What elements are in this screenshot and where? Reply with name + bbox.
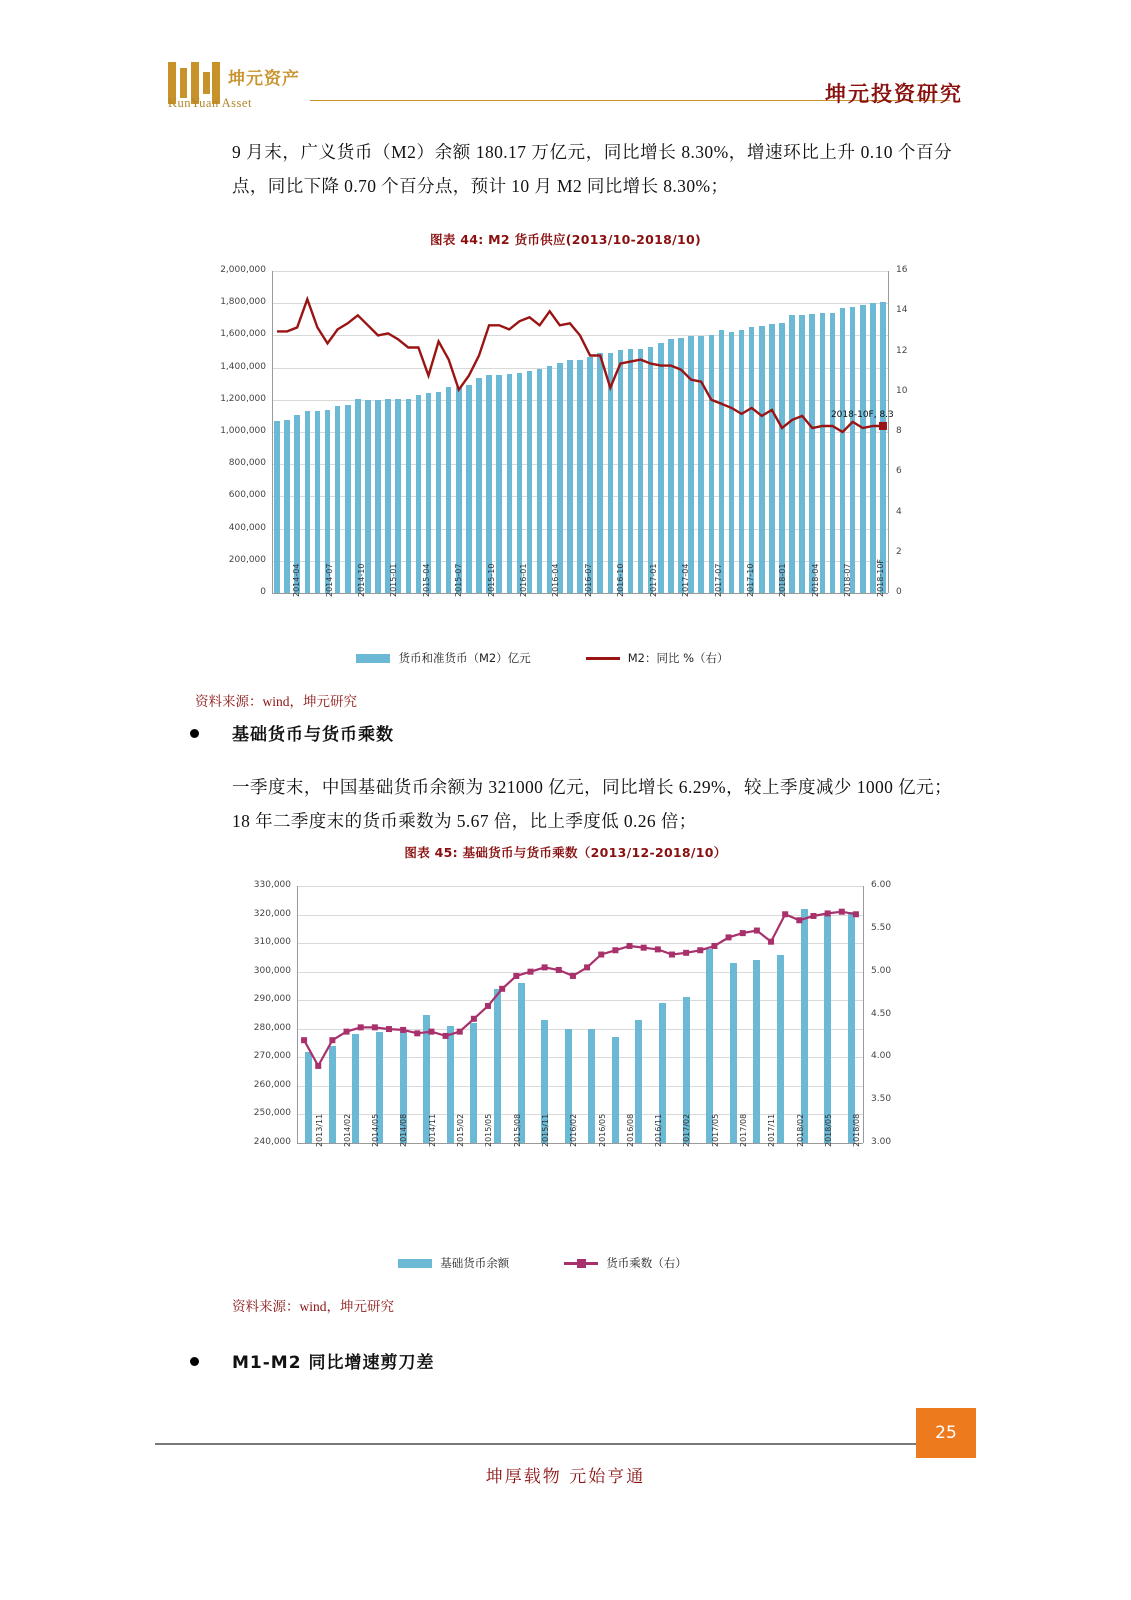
legend-label-line-2: 货币乘数（右） — [606, 1256, 687, 1270]
y-axis-tick-label: 0 — [260, 587, 266, 597]
x-axis-tick-label: 2017-10 — [745, 563, 755, 597]
x-axis-tick-label: 2014-04 — [292, 563, 302, 597]
legend-swatch-bar-icon — [398, 1259, 432, 1268]
bullet-m1-m2-scissors — [190, 1348, 590, 1374]
figure-45-title: 图表 45: 基础货币与货币乘数（2013/12-2018/10） — [404, 845, 727, 860]
y-axis-tick-label: 260,000 — [253, 1079, 291, 1090]
figure-44-title: 图表 44: M2 货币供应(2013/10-2018/10) — [429, 232, 701, 247]
x-axis-tick-label: 2018/02 — [795, 1113, 805, 1147]
x-axis-tick-label: 2018-01 — [778, 563, 788, 597]
chart-45-legend — [0, 1255, 1131, 1271]
source-note-1: 资料来源：wind，坤元研究 — [195, 694, 357, 709]
bullet-dot-icon — [190, 729, 199, 738]
x-axis-tick-label: 2018-04 — [810, 563, 820, 597]
x-axis-tick-label: 2017/05 — [710, 1113, 720, 1147]
x-axis-tick-label: 2013/11 — [314, 1113, 324, 1147]
y-axis-tick-label: 240,000 — [253, 1137, 291, 1147]
x-axis-tick-label: 2017-04 — [681, 563, 691, 597]
y-axis-tick-label: 400,000 — [228, 522, 266, 533]
legend-item-line — [586, 650, 729, 666]
y-axis-tick-label: 1,600,000 — [220, 329, 266, 340]
footer-slogan: 坤厚载物 元始亨通 — [485, 1467, 646, 1487]
y2-axis-tick-label: 3.50 — [871, 1094, 892, 1105]
x-axis-tick-label: 2016-04 — [551, 563, 561, 597]
page-number: 25 — [916, 1408, 976, 1458]
x-axis-tick-label: 2015/08 — [512, 1113, 522, 1147]
x-axis-tick-label: 2015/11 — [540, 1113, 550, 1147]
chart-line-series — [235, 880, 915, 1205]
page-header — [0, 0, 1131, 125]
y-axis-tick-label: 1,800,000 — [220, 297, 266, 308]
y-axis-tick-label: 310,000 — [253, 937, 291, 948]
x-axis-tick-label: 2017/02 — [682, 1113, 692, 1147]
legend-item-bar-2 — [398, 1255, 509, 1271]
legend-swatch-line-icon — [564, 1262, 598, 1265]
y2-axis-tick-label: 14 — [896, 305, 908, 316]
x-axis-tick-label: 2015-01 — [389, 563, 399, 597]
x-axis-tick-label: 2015-10 — [486, 563, 496, 597]
y-axis-tick-label: 200,000 — [228, 554, 266, 565]
y2-axis-tick-label: 3.00 — [871, 1137, 892, 1147]
x-axis-tick-label: 2014-10 — [356, 563, 366, 597]
x-axis-tick-label: 2016-07 — [583, 563, 593, 597]
x-axis-tick-label: 2016/02 — [569, 1113, 579, 1147]
y-axis-tick-label: 250,000 — [253, 1108, 291, 1119]
x-axis-tick-label: 2016/05 — [597, 1113, 607, 1147]
y2-axis-tick-label: 4.00 — [871, 1051, 892, 1062]
y-axis-tick-label: 290,000 — [253, 994, 291, 1005]
y-axis-tick-label: 2,000,000 — [220, 265, 266, 275]
legend-label-bar-2: 基础货币余额 — [440, 1256, 510, 1270]
y-axis-tick-label: 330,000 — [253, 880, 291, 890]
y2-axis-tick-label: 4 — [896, 506, 902, 517]
legend-item-line-2 — [564, 1255, 687, 1271]
y2-axis-tick-label: 5.00 — [871, 965, 892, 976]
header-title: 坤元投资研究 — [825, 82, 963, 106]
x-axis-tick-label: 2014-07 — [324, 563, 334, 597]
y-axis-tick-label: 300,000 — [253, 965, 291, 976]
chart-base-money-multiplier — [235, 880, 915, 1205]
y-axis-tick-label: 1,000,000 — [220, 426, 266, 436]
y2-axis-tick-label: 16 — [896, 265, 908, 275]
chart-annotation: 2018-10F, 8.3 — [830, 409, 894, 420]
legend-swatch-line-icon — [586, 657, 620, 660]
y2-axis-tick-label: 5.50 — [871, 922, 892, 933]
x-axis-tick-label: 2018/08 — [852, 1113, 862, 1147]
paragraph-m2: 9 月末，广义货币（M2）余额 180.17 万亿元，同比增长 8.30%，增速环比上升 0.10 个百分点，同比下降 0.70 个百分点，预计 10 月 M2 同比增长 8.30%； — [232, 142, 952, 196]
x-axis-tick-label: 2015-07 — [454, 563, 464, 597]
y-axis-tick-label: 800,000 — [228, 458, 266, 469]
y-axis-tick-label: 270,000 — [253, 1051, 291, 1062]
legend-item-bar — [356, 650, 530, 666]
bullet-base-money — [190, 720, 590, 746]
chart-44-legend — [0, 650, 1131, 666]
x-axis-tick-label: 2015/05 — [484, 1113, 494, 1147]
source-note-2: 资料来源：wind，坤元研究 — [232, 1299, 394, 1314]
bullet-label-1: 基础货币与货币乘数 — [232, 725, 394, 745]
x-axis-tick-label: 2015-04 — [421, 563, 431, 597]
footer-divider — [155, 1443, 975, 1445]
y-axis-tick-label: 320,000 — [253, 908, 291, 919]
x-axis-tick-label: 2016-10 — [616, 563, 626, 597]
x-axis-tick-label: 2018-07 — [843, 563, 853, 597]
y-axis-tick-label: 280,000 — [253, 1022, 291, 1033]
x-axis-tick-label: 2017/08 — [739, 1113, 749, 1147]
y2-axis-tick-label: 2 — [896, 546, 902, 557]
x-axis-tick-label: 2014/05 — [371, 1113, 381, 1147]
y2-axis-tick-label: 4.50 — [871, 1008, 892, 1019]
logo-brand-cn: 坤元资产 — [228, 69, 300, 89]
x-axis-tick-label: 2017/11 — [767, 1113, 777, 1147]
x-axis-tick-label: 2014/02 — [342, 1113, 352, 1147]
chart-line-series — [200, 265, 940, 685]
y2-axis-tick-label: 8 — [896, 426, 902, 436]
x-axis-tick-label: 2014/11 — [427, 1113, 437, 1147]
x-axis-tick-label: 2014/08 — [399, 1113, 409, 1147]
x-axis-tick-label: 2018/05 — [823, 1113, 833, 1147]
legend-label-bar: 货币和准货币（M2）亿元 — [398, 651, 531, 665]
x-axis-tick-label: 2016/08 — [625, 1113, 635, 1147]
x-axis-tick-label: 2018-10F — [875, 558, 885, 597]
y2-axis-tick-label: 12 — [896, 345, 908, 356]
y-axis-tick-label: 600,000 — [228, 490, 266, 501]
x-axis-tick-label: 2015/02 — [456, 1113, 466, 1147]
y2-axis-tick-label: 6.00 — [871, 880, 892, 890]
legend-swatch-bar-icon — [356, 654, 390, 663]
y-axis-tick-label: 1,400,000 — [220, 361, 266, 372]
y2-axis-tick-label: 0 — [896, 587, 902, 597]
y2-axis-tick-label: 6 — [896, 466, 902, 477]
bullet-dot-icon — [190, 1357, 199, 1366]
logo-brand-en: KunYuan Asset — [168, 96, 252, 110]
x-axis-tick-label: 2016/11 — [654, 1113, 664, 1147]
paragraph-base-money: 一季度末，中国基础货币余额为 321000 亿元，同比增长 6.29%，较上季度减少 1000 亿元；18 年二季度末的货币乘数为 5.67 倍，比上季度低 0.26 倍； — [232, 777, 952, 831]
legend-label-line: M2：同比 %（右） — [627, 651, 729, 665]
y-axis-tick-label: 1,200,000 — [220, 393, 266, 404]
x-axis-tick-label: 2016-01 — [519, 563, 529, 597]
bullet-label-2: M1-M2 同比增速剪刀差 — [232, 1353, 435, 1373]
x-axis-tick-label: 2017-01 — [648, 563, 658, 597]
chart-m2-money-supply — [200, 265, 940, 685]
y2-axis-tick-label: 10 — [896, 385, 908, 396]
logo — [168, 62, 308, 118]
x-axis-tick-label: 2017-07 — [713, 563, 723, 597]
